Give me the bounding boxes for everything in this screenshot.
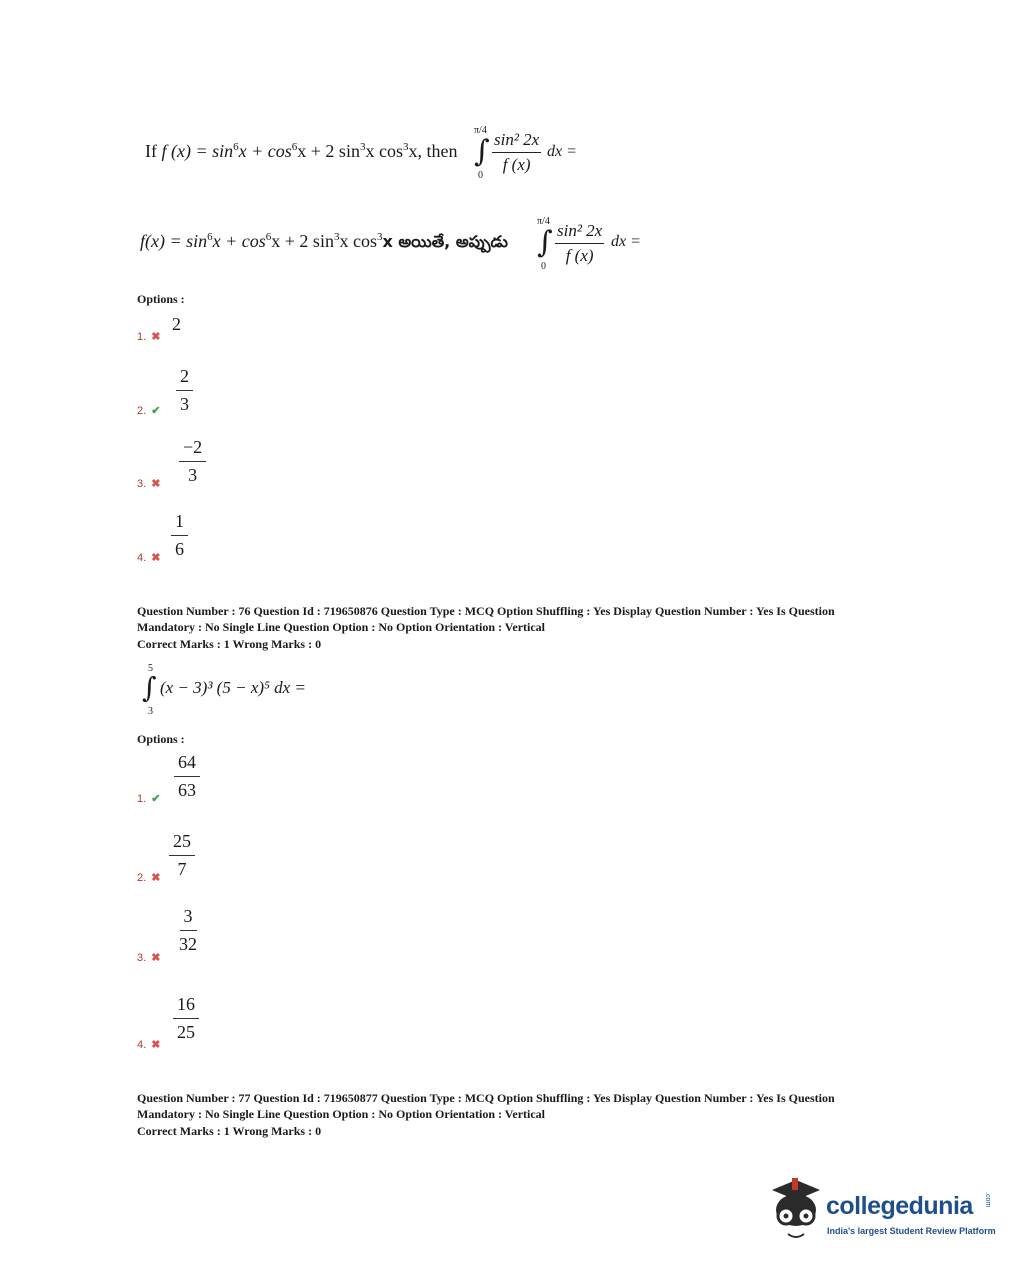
q77-meta-line-3: Correct Marks : 1 Wrong Marks : 0 (137, 1124, 322, 1138)
wrong-icon: ✖ (151, 1039, 161, 1051)
correct-check-icon: ✔ (151, 405, 161, 417)
q75-option-4[interactable]: $\frac{1}{6}$ (171, 511, 188, 560)
q75-option-3-label: 3. ✖ (137, 478, 161, 490)
integrand: (x − 3)³ (5 − x)⁵ dx = (160, 678, 306, 697)
q76-option-4[interactable]: $\frac{16}{25}$ (173, 994, 199, 1043)
wrong-icon: ✖ (151, 478, 161, 490)
q76-meta-line-1: Question Number : 76 Question Id : 719650876 Question Type : MCQ Option Shuffling : Yes Display Question Number : Yes Is Question (137, 604, 835, 618)
integral-upper-limit: π/4 (537, 216, 550, 227)
q77-meta-line-1: Question Number : 77 Question Id : 719650877 Question Type : MCQ Option Shuffling : Yes Display Question Number : Yes Is Question (137, 1091, 835, 1105)
q76-option-3-label: 3. ✖ (137, 952, 161, 964)
integral-lower-limit: 0 (541, 261, 546, 272)
wrong-icon: ✖ (151, 952, 161, 964)
q76-meta (137, 604, 897, 653)
q75-option-2-label: 2. ✔ (137, 405, 161, 417)
collegedunia-logo[interactable] (766, 1176, 996, 1246)
q77-meta (137, 1091, 897, 1140)
q75-stem-english: If f $(x) = \sin^6x + \cos^6x + 2$ $\sin^3x$ $\cos^3x$, then (145, 141, 458, 161)
q76-meta-line-2: Mandatory : No Single Line Question Option : No Option Orientation : Vertical (137, 619, 546, 634)
q75-stem-telugu: $f(x) = \sin^6x + \cos^6x + 2$ $\sin^3x$ $\cos^3x$ అయితే, అప్పుడు (140, 231, 508, 251)
wrong-icon: ✖ (151, 331, 161, 343)
integral-upper-limit: π/4 (474, 125, 487, 136)
student-mascot-icon (766, 1176, 824, 1244)
q76-option-2-label: 2. ✖ (137, 872, 161, 884)
brand-name: collegedunia (826, 1192, 973, 1220)
q75-options-label: Options : (137, 292, 185, 306)
wrong-icon: ✖ (151, 552, 161, 564)
wrong-icon: ✖ (151, 872, 161, 884)
brand-suffix: .com (984, 1192, 991, 1208)
correct-check-icon: ✔ (151, 793, 161, 805)
q75-option-1[interactable]: 2 (172, 314, 181, 334)
brand-tagline: India's largest Student Review Platform (827, 1226, 996, 1236)
integral-lower-limit: 0 (478, 170, 483, 181)
q77-meta-line-2: Mandatory : No Single Line Question Option : No Option Orientation : Vertical (137, 1106, 546, 1121)
q76-meta-line-3: Correct Marks : 1 Wrong Marks : 0 (137, 637, 322, 651)
integral-tail: dx = (547, 143, 577, 160)
integral-tail: dx = (611, 233, 641, 250)
q76-option-4-label: 4. ✖ (137, 1039, 161, 1051)
q76-option-2[interactable]: $\frac{25}{7}$ (169, 831, 195, 880)
q76-option-1-label: 1. ✔ (137, 793, 161, 805)
integral-sign: ∫ (537, 225, 553, 260)
integral-lower-limit: 3 (148, 706, 153, 717)
integral-upper-limit: 5 (148, 663, 153, 674)
q75-option-4-label: 4. ✖ (137, 552, 161, 564)
integral-sign: ∫ (142, 671, 157, 704)
q75-option-1-label: 1. ✖ (137, 331, 161, 343)
integrand-fraction: $\frac{\text{sin² 2x}}{f (x)}$ (494, 130, 540, 174)
q76-option-3[interactable]: $\frac{3}{32}$ (179, 906, 197, 954)
q76-options-label: Options : (137, 732, 185, 746)
q75-option-2[interactable]: $\frac{2}{3}$ (176, 366, 193, 415)
q76-option-1[interactable]: $\frac{64}{63}$ (174, 752, 200, 801)
integral-sign: ∫ (474, 134, 490, 169)
integrand-fraction: $\frac{\text{sin² 2x}}{f (x)}$ (557, 221, 603, 265)
q75-option-3[interactable]: $\frac{-2}{3}$ (179, 437, 206, 486)
